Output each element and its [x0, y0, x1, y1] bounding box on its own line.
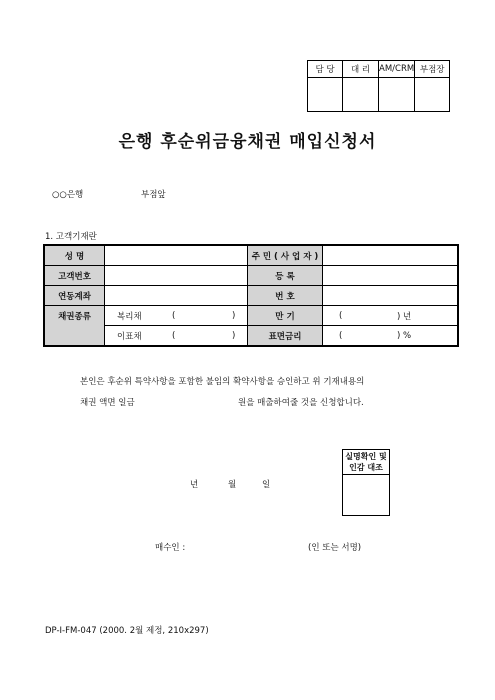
customer-no-field[interactable] — [105, 266, 248, 286]
date-month: 월 — [228, 480, 237, 490]
resident-label: 주 민 ( 사 업 자 ) — [248, 245, 323, 266]
seal-verification-box — [342, 449, 390, 516]
coupon-paren-close: ) — [232, 330, 236, 341]
name-label: 성 명 — [44, 245, 105, 266]
buyer-signature-note: (인 또는 서명) — [308, 543, 362, 553]
bond-type-label: 채권종류 — [44, 306, 105, 347]
statement-line-2a: 채권 액면 일금 — [80, 398, 135, 408]
maturity-field[interactable] — [323, 306, 459, 326]
linked-account-field[interactable] — [105, 286, 248, 306]
coupon-bond-row[interactable] — [105, 326, 248, 347]
approval-header-staff: 담 당 — [308, 61, 343, 78]
compound-bond-row[interactable] — [105, 306, 248, 326]
buyer-label: 매수인 : — [155, 543, 186, 553]
name-field[interactable] — [105, 245, 248, 266]
surface-rate-field[interactable] — [323, 326, 459, 347]
surface-rate-paren-open: ( — [339, 330, 343, 341]
addressee-branch: 부점앞 — [141, 190, 166, 200]
compound-paren-close: ) — [232, 310, 236, 321]
approval-header-am-crm: AM/CRM — [379, 61, 415, 78]
statement-line-2b: 원을 매출하여줄 것을 신청합니다. — [238, 398, 364, 408]
coupon-bond-label: 이표채 — [117, 331, 142, 342]
statement-line-1: 본인은 후순위 특약사항을 포함한 불임의 확약사항을 승인하고 위 기재내용의 — [80, 377, 365, 387]
compound-paren-open: ( — [172, 310, 176, 321]
register-label: 등 록 — [248, 266, 323, 286]
section-heading: 1. 고객기재란 — [45, 232, 97, 242]
approval-box — [307, 60, 450, 112]
seal-title: 실명확인 및 인감 대조 — [343, 450, 390, 475]
date-year: 년 — [190, 480, 199, 490]
surface-rate-percent-suffix: ) % — [397, 330, 412, 341]
approval-header-branch-manager: 부점장 — [415, 61, 450, 78]
form-footer-code: DP-I-FM-047 (2000. 2월 제정, 210x297) — [45, 626, 209, 636]
customer-form-table — [43, 244, 459, 347]
approval-header-deputy: 대 리 — [343, 61, 379, 78]
customer-no-label: 고객번호 — [44, 266, 105, 286]
document-title: 은행 후순위금융채권 매입신청서 — [118, 132, 377, 152]
approval-sign-deputy[interactable] — [343, 78, 379, 112]
approval-sign-branch-manager[interactable] — [415, 78, 450, 112]
addressee-bank: ○○은행 — [52, 190, 84, 200]
surface-rate-label: 표면금리 — [248, 326, 323, 347]
approval-sign-am-crm[interactable] — [379, 78, 415, 112]
number-field[interactable] — [323, 286, 459, 306]
maturity-label: 만 기 — [248, 306, 323, 326]
date-day: 일 — [262, 480, 271, 490]
compound-bond-label: 복리채 — [117, 311, 142, 322]
coupon-paren-open: ( — [172, 330, 176, 341]
register-field[interactable] — [323, 266, 459, 286]
seal-stamp-area[interactable] — [343, 475, 390, 516]
maturity-year-suffix: ) 년 — [397, 311, 412, 322]
approval-sign-staff[interactable] — [308, 78, 343, 112]
linked-account-label: 연동계좌 — [44, 286, 105, 306]
number-label: 번 호 — [248, 286, 323, 306]
maturity-paren-open: ( — [339, 310, 343, 321]
resident-field[interactable] — [323, 245, 459, 266]
